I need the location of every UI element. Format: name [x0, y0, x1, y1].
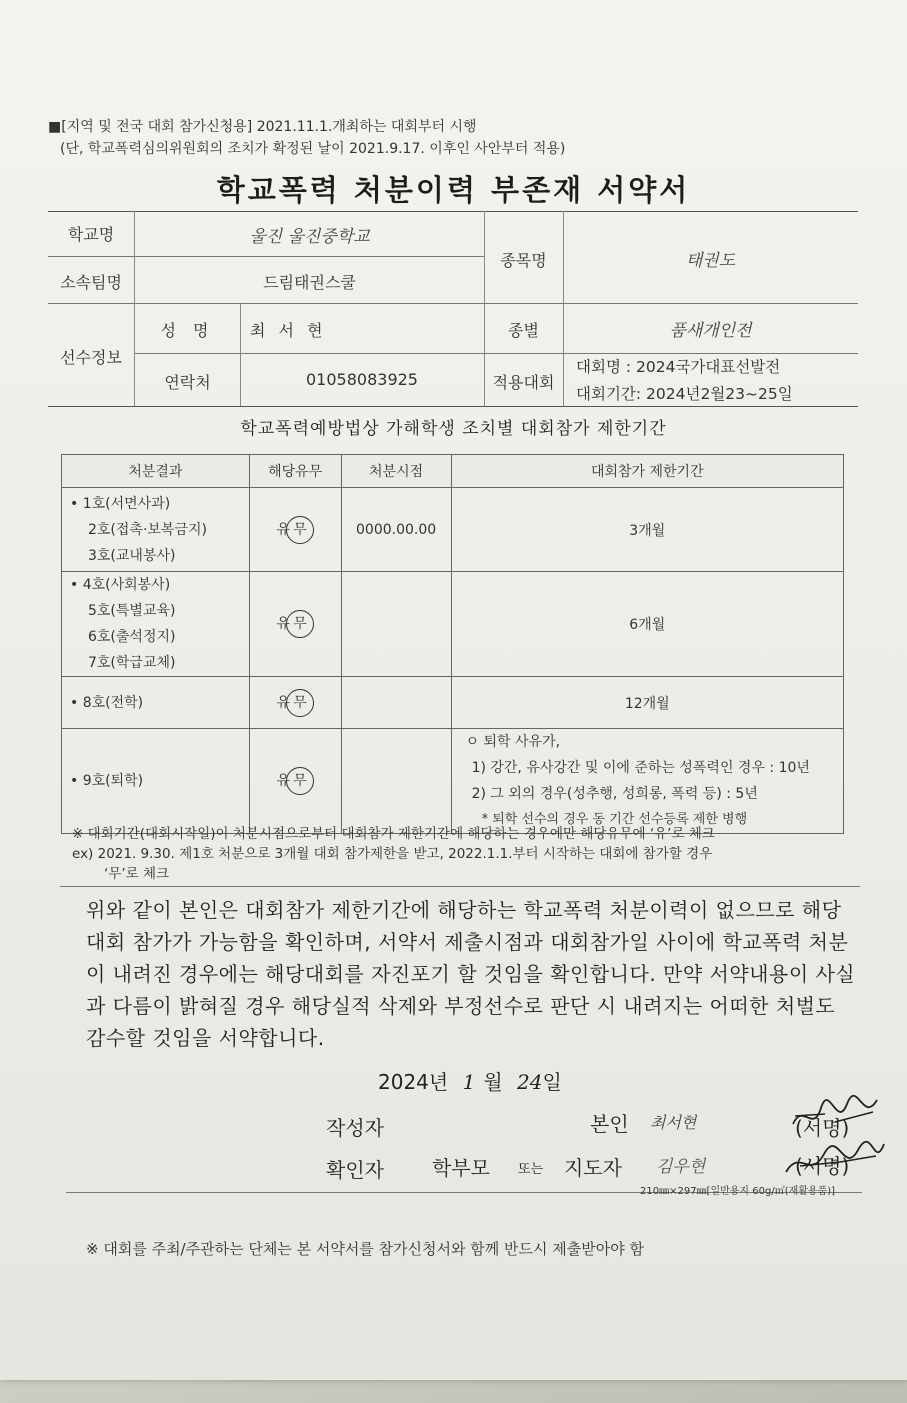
date-month: 1 [462, 1070, 476, 1094]
period-cell: 12개월 [451, 677, 843, 729]
team-label: 소속팀명 [60, 273, 122, 292]
date-cell [341, 572, 451, 677]
header-date: 처분시점 [341, 455, 451, 488]
sport-value: 태권도 [685, 251, 736, 271]
header-applicable: 해당유무 [249, 455, 341, 488]
event-value: 품새개인전 [669, 321, 752, 341]
note-1: ※ 대회기간(대회시작일)이 처분시점으로부터 대회참가 제한기간에 해당하는 경우에만 해당유무에 ‘유’로 체크 [72, 826, 715, 842]
date-month-unit: 월 [483, 1070, 503, 1094]
no-option-circled: 무 [286, 689, 314, 717]
restriction-title: 학교폭력예방법상 가해학생 조치별 대회참가 제한기간 [240, 419, 667, 439]
school-value: 울진 울진중학교 [249, 227, 370, 247]
date-cell [341, 677, 451, 729]
date-year: 2024년 [378, 1070, 449, 1094]
competition-label: 적용대회 [492, 373, 555, 392]
divider [563, 211, 564, 406]
period-line: * 퇴학 선수의 경우 동 기간 선수등록 제한 병행 [481, 812, 748, 827]
name-label: 성 명 [160, 321, 215, 340]
notice-line-2: (단, 학교폭력심의위원회의 조치가 확정된 날이 2021.9.17. 이후인 사안부터 적용) [60, 141, 566, 157]
footer-note: ※ 대회를 주최/주관하는 단체는 본 서약서를 참가신청서와 함께 반드시 제출받아야 함 [86, 1240, 644, 1258]
result-item: 2호(접촉·보복금지) [88, 521, 207, 538]
school-label: 학교명 [67, 225, 115, 244]
divider [48, 211, 858, 212]
sign-label-1: (서명) [795, 1116, 850, 1140]
competition-name: 대회명 : 2024국가대표선발전 [576, 358, 781, 376]
table-row [62, 572, 844, 677]
team-value: 드림태권스쿨 [263, 273, 356, 292]
applicable-cell [249, 677, 341, 729]
restriction-table [61, 454, 844, 834]
result-item: 6호(출석정지) [88, 629, 176, 645]
yes-option: 유 [276, 773, 290, 789]
date-day: 24 [517, 1070, 543, 1094]
divider [240, 303, 241, 406]
result-cell [62, 488, 250, 572]
date-cell [341, 729, 451, 834]
period-line: 2) 그 외의 경우(성추행, 성희롱, 폭력 등) : 5년 [471, 786, 758, 802]
contact-value: 01058083925 [306, 370, 418, 389]
note-3: ‘무’로 체크 [104, 866, 170, 882]
self-name: 최서현 [650, 1113, 697, 1132]
no-option-circled: 무 [286, 610, 314, 638]
divider [60, 886, 860, 887]
coach-label: 지도자 [564, 1156, 622, 1180]
no-option-circled: 무 [286, 767, 314, 795]
table-row [62, 677, 844, 729]
notice [48, 116, 565, 160]
page-title: 학교폭력 처분이력 부존재 서약서 [216, 173, 691, 207]
table-header-row [62, 455, 844, 488]
sign-date [378, 1066, 562, 1095]
applicable-cell [249, 488, 341, 572]
result-item: • 1호(서면사과) [70, 495, 171, 512]
note-2: ex) 2021. 9.30. 제1호 처분으로 3개월 대회 참가제한을 받고, 2022.1.1.부터 시작하는 대회에 참가할 경우 [72, 846, 713, 862]
divider [48, 256, 484, 257]
or-label: 또는 [518, 1162, 544, 1177]
yes-option: 유 [276, 521, 290, 538]
notice-line-1: ■[지역 및 전국 대회 참가신청용] 2021.11.1.개최하는 대회부터 시행 [48, 119, 477, 135]
result-item: • 8호(전학) [70, 694, 144, 711]
name-value: 최 서 현 [250, 321, 327, 340]
coach-name: 김우현 [656, 1157, 706, 1177]
result-item: 7호(학급교체) [88, 655, 176, 671]
period-cell: 6개월 [451, 572, 843, 677]
author-label: 작성자 [326, 1116, 384, 1140]
period-cell [451, 729, 843, 834]
result-cell [62, 677, 250, 729]
paper-spec: 210㎜×297㎜[일반용지 60g/㎡(재활용품)] [640, 1186, 836, 1197]
signature-scribble-2 [780, 1136, 890, 1186]
header-period: 대회참가 제한기간 [451, 455, 843, 488]
divider [48, 406, 858, 407]
header-result: 처분결과 [62, 455, 250, 488]
yes-option: 유 [276, 694, 290, 711]
table-row [62, 488, 844, 572]
result-item: • 4호(사회봉사) [70, 577, 171, 593]
period-line: 1) 강간, 유사강간 및 이에 준하는 성폭력인 경우 : 10년 [471, 760, 810, 776]
result-cell [62, 572, 250, 677]
applicable-cell [249, 572, 341, 677]
no-option-circled: 무 [286, 516, 314, 544]
table-row [62, 729, 844, 834]
result-item: • 9호(퇴학) [70, 773, 144, 789]
confirm-label: 확인자 [326, 1158, 384, 1182]
result-item: 5호(특별교육) [88, 603, 176, 619]
period-line: ㅇ 퇴학 사유가, [465, 734, 561, 750]
divider [135, 353, 858, 354]
pledge-text: 위와 같이 본인은 대회참가 제한기간에 해당하는 학교폭력 처분이력이 없으므로 해당 대회 참가가 가능함을 확인하며, 서약서 제출시점과 대회참가일 사이에 학교폭력 처분이 내려진 경우에는 해당대회를 자진포기 할 것임을 확인합니다. 만약 서약내용이 사실과 다름이 밝혀질 경우 해당실적 삭제와 부정선수로 판단 시 내려지는 어떠한 처벌도 감수할 것임을 서약합니다. [86, 898, 856, 1050]
period-cell: 3개월 [451, 488, 843, 572]
parent-label: 학부모 [432, 1156, 490, 1180]
self-label: 본인 [590, 1112, 629, 1136]
competition-period: 대회기간: 2024년2월23~25일 [576, 385, 793, 403]
contact-label: 연락처 [164, 373, 211, 392]
divider [48, 303, 858, 304]
sign-label-2: (서명) [795, 1154, 850, 1178]
date-day-unit: 일 [542, 1070, 562, 1094]
result-cell [62, 729, 250, 834]
date-cell: 0000.00.00 [341, 488, 451, 572]
yes-option: 유 [276, 616, 290, 632]
player-info-label: 선수정보 [60, 348, 122, 367]
applicable-cell [249, 729, 341, 834]
result-item: 3호(교내봉사) [88, 547, 176, 564]
event-label: 종별 [508, 321, 539, 340]
sport-label: 종목명 [500, 251, 547, 270]
